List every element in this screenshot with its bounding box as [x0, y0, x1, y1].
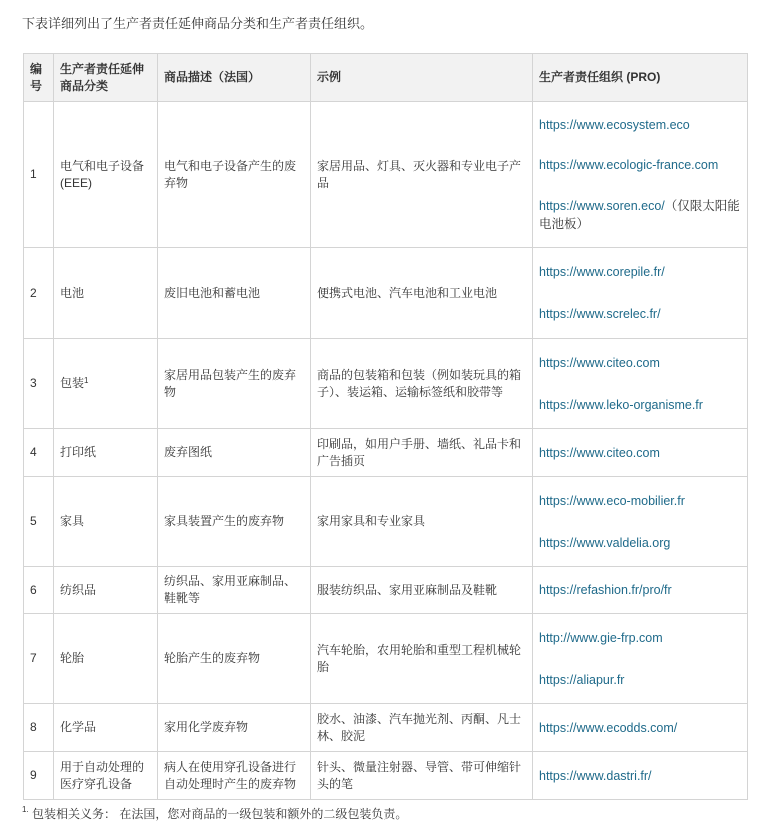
pro-link-item [539, 767, 741, 785]
epr-table [23, 53, 748, 800]
cell-category [54, 614, 158, 704]
cell-category [54, 704, 158, 752]
pro-link[interactable]: https://www.citeo.com [539, 445, 660, 460]
pro-link[interactable]: https://refashion.fr/pro/fr [539, 583, 672, 597]
table-row [24, 614, 748, 704]
pro-links [539, 707, 741, 749]
pro-link[interactable]: https://www.ecologic-france.com [539, 158, 719, 173]
cell-no [24, 477, 54, 567]
table-row [24, 567, 748, 614]
cell-no-text: 7 [30, 651, 37, 665]
pro-link-item [539, 581, 741, 599]
pro-link[interactable]: https://www.leko-organisme.fr [539, 397, 703, 412]
cell-no-text: 9 [30, 768, 37, 782]
cell-no-text: 1 [30, 167, 37, 181]
cell-pro [533, 102, 748, 248]
cell-no [24, 429, 54, 477]
cell-no [24, 614, 54, 704]
cell-no-text: 6 [30, 582, 37, 597]
cell-category [54, 567, 158, 614]
cell-examples-text: 便携式电池、汽车电池和工业电池 [317, 285, 498, 300]
cell-description-text: 纺织品、家用亚麻制品、鞋靴等 [164, 574, 297, 605]
cell-examples [311, 429, 533, 477]
cell-description [158, 102, 311, 248]
footnote-marker: 1. [22, 805, 29, 814]
cell-description-text: 病人在使用穿孔设备进行自动处理时产生的废弃物 [164, 759, 297, 791]
footnote [22, 805, 407, 822]
pro-link-note: （仅限太阳能电池板） [539, 199, 740, 232]
pro-link[interactable]: https://www.eco-mobilier.fr [539, 493, 685, 508]
cell-no-text: 3 [30, 376, 37, 390]
cell-category [54, 248, 158, 339]
pro-link-item [539, 629, 741, 647]
cell-examples [311, 248, 533, 339]
cell-pro [533, 752, 748, 800]
table-row [24, 102, 748, 248]
pro-link[interactable]: https://www.ecosystem.eco [539, 117, 690, 132]
pro-link-item [539, 444, 741, 462]
pro-link-item [539, 116, 741, 134]
cell-pro [533, 339, 748, 429]
cell-description-text: 轮胎产生的废弃物 [164, 651, 261, 665]
cell-category-text: 用于自动处理的医疗穿孔设备 [60, 759, 145, 791]
cell-no-text: 2 [30, 285, 37, 300]
pro-link[interactable]: https://www.corepile.fr/ [539, 264, 665, 279]
cell-description [158, 614, 311, 704]
table-row [24, 339, 748, 429]
pro-links [539, 480, 741, 564]
pro-link-item [539, 492, 741, 510]
cell-description-text: 废旧电池和蓄电池 [164, 285, 261, 300]
pro-links [539, 342, 741, 426]
table-row [24, 477, 748, 567]
cell-description-text: 家居用品包装产生的废弃物 [164, 367, 297, 399]
cell-pro [533, 614, 748, 704]
cell-category-text: 纺织品 [60, 582, 97, 597]
cell-examples-text: 印刷品，如用户手册、墙纸、礼品卡和广告插页 [317, 436, 522, 468]
pro-links [539, 432, 741, 474]
footnote-ref[interactable]: 1 [84, 376, 89, 385]
table-row [24, 752, 748, 800]
cell-category-text: 电气和电子设备 (EEE) [60, 158, 145, 190]
cell-category-text: 轮胎 [60, 651, 85, 665]
cell-no [24, 339, 54, 429]
cell-description-text: 家用化学废弃物 [164, 720, 249, 734]
cell-description [158, 567, 311, 614]
pro-links [539, 570, 741, 611]
cell-pro [533, 429, 748, 477]
cell-category [54, 429, 158, 477]
cell-examples-text: 针头、微量注射器、导管、带可伸缩针头的笔 [317, 759, 522, 791]
cell-description-text: 家具装置产生的废弃物 [164, 514, 285, 528]
cell-examples-text: 家居用品、灯具、灭火器和专业电子产品 [317, 158, 522, 190]
cell-category [54, 102, 158, 248]
cell-examples-text: 家用家具和专业家具 [317, 514, 426, 528]
pro-link-item [539, 354, 741, 372]
cell-pro [533, 477, 748, 567]
cell-examples-text: 商品的包装箱和包装（例如装玩具的箱子）、装运箱、运输标签纸和胶带等 [317, 367, 522, 399]
pro-link[interactable]: https://www.screlec.fr/ [539, 307, 661, 322]
pro-links [539, 105, 741, 245]
pro-link[interactable]: https://www.dastri.fr/ [539, 768, 652, 783]
cell-examples-text: 服装纺织品、家用亚麻制品及鞋靴 [317, 582, 498, 597]
pro-link-item [539, 396, 741, 414]
pro-link[interactable]: https://www.citeo.com [539, 355, 660, 370]
header-category: 生产者责任延伸商品分类 [54, 54, 158, 102]
table-header-row [24, 54, 748, 102]
cell-category [54, 477, 158, 567]
cell-description-text: 电气和电子设备产生的废弃物 [164, 158, 297, 190]
cell-category-text: 电池 [60, 285, 85, 300]
pro-link-item [539, 156, 741, 174]
cell-description-text: 废弃图纸 [164, 445, 213, 459]
pro-links [539, 251, 741, 336]
cell-examples [311, 567, 533, 614]
cell-pro [533, 704, 748, 752]
cell-category-text: 包装 [60, 376, 85, 390]
cell-examples [311, 339, 533, 429]
header-examples: 示例 [311, 54, 533, 102]
pro-link-item [539, 534, 741, 552]
cell-examples-text: 胶水、油漆、汽车抛光剂、丙酮、凡士林、胶泥 [317, 711, 522, 743]
cell-examples [311, 477, 533, 567]
cell-no [24, 704, 54, 752]
cell-no-text: 4 [30, 445, 37, 459]
intro-text: 下表详细列出了生产者责任延伸商品分类和生产者责任组织。 [22, 16, 374, 31]
cell-description [158, 248, 311, 339]
pro-link[interactable]: https://aliapur.fr [539, 672, 625, 687]
cell-examples-text: 汽车轮胎，农用轮胎和重型工程机械轮胎 [317, 642, 522, 674]
pro-link-item [539, 197, 741, 233]
table-row [24, 704, 748, 752]
header-description: 商品描述（法国） [158, 54, 311, 102]
cell-description [158, 429, 311, 477]
pro-link[interactable]: https://www.soren.eco/ [539, 199, 665, 214]
header-no: 编号 [24, 54, 54, 102]
cell-description [158, 752, 311, 800]
cell-description [158, 477, 311, 567]
cell-examples [311, 102, 533, 248]
cell-examples [311, 752, 533, 800]
pro-links [539, 755, 741, 797]
pro-link[interactable]: http://www.gie-frp.com [539, 630, 663, 645]
pro-link[interactable]: https://www.ecodds.com/ [539, 720, 678, 735]
cell-pro [533, 248, 748, 339]
cell-category-text: 家具 [60, 514, 85, 528]
cell-no [24, 248, 54, 339]
pro-link-item [539, 719, 741, 737]
cell-no [24, 752, 54, 800]
table-row [24, 429, 748, 477]
pro-link-item [539, 305, 741, 323]
header-pro: 生产者责任组织 (PRO) [533, 54, 748, 102]
cell-examples [311, 704, 533, 752]
cell-no [24, 567, 54, 614]
pro-link[interactable]: https://www.valdelia.org [539, 535, 671, 550]
cell-pro [533, 567, 748, 614]
cell-description [158, 704, 311, 752]
pro-links [539, 617, 741, 701]
cell-examples [311, 614, 533, 704]
footnote-text: 包装相关义务： 在法国，您对商品的一级包装和额外的二级包装负责。 [32, 807, 408, 821]
table-row [24, 248, 748, 339]
cell-category [54, 339, 158, 429]
cell-no [24, 102, 54, 248]
pro-link-item [539, 671, 741, 689]
cell-category-text: 化学品 [60, 720, 97, 734]
cell-no-text: 5 [30, 514, 37, 528]
cell-category-text: 打印纸 [60, 445, 97, 459]
cell-category [54, 752, 158, 800]
cell-no-text: 8 [30, 720, 37, 734]
pro-link-item [539, 263, 741, 281]
cell-description [158, 339, 311, 429]
